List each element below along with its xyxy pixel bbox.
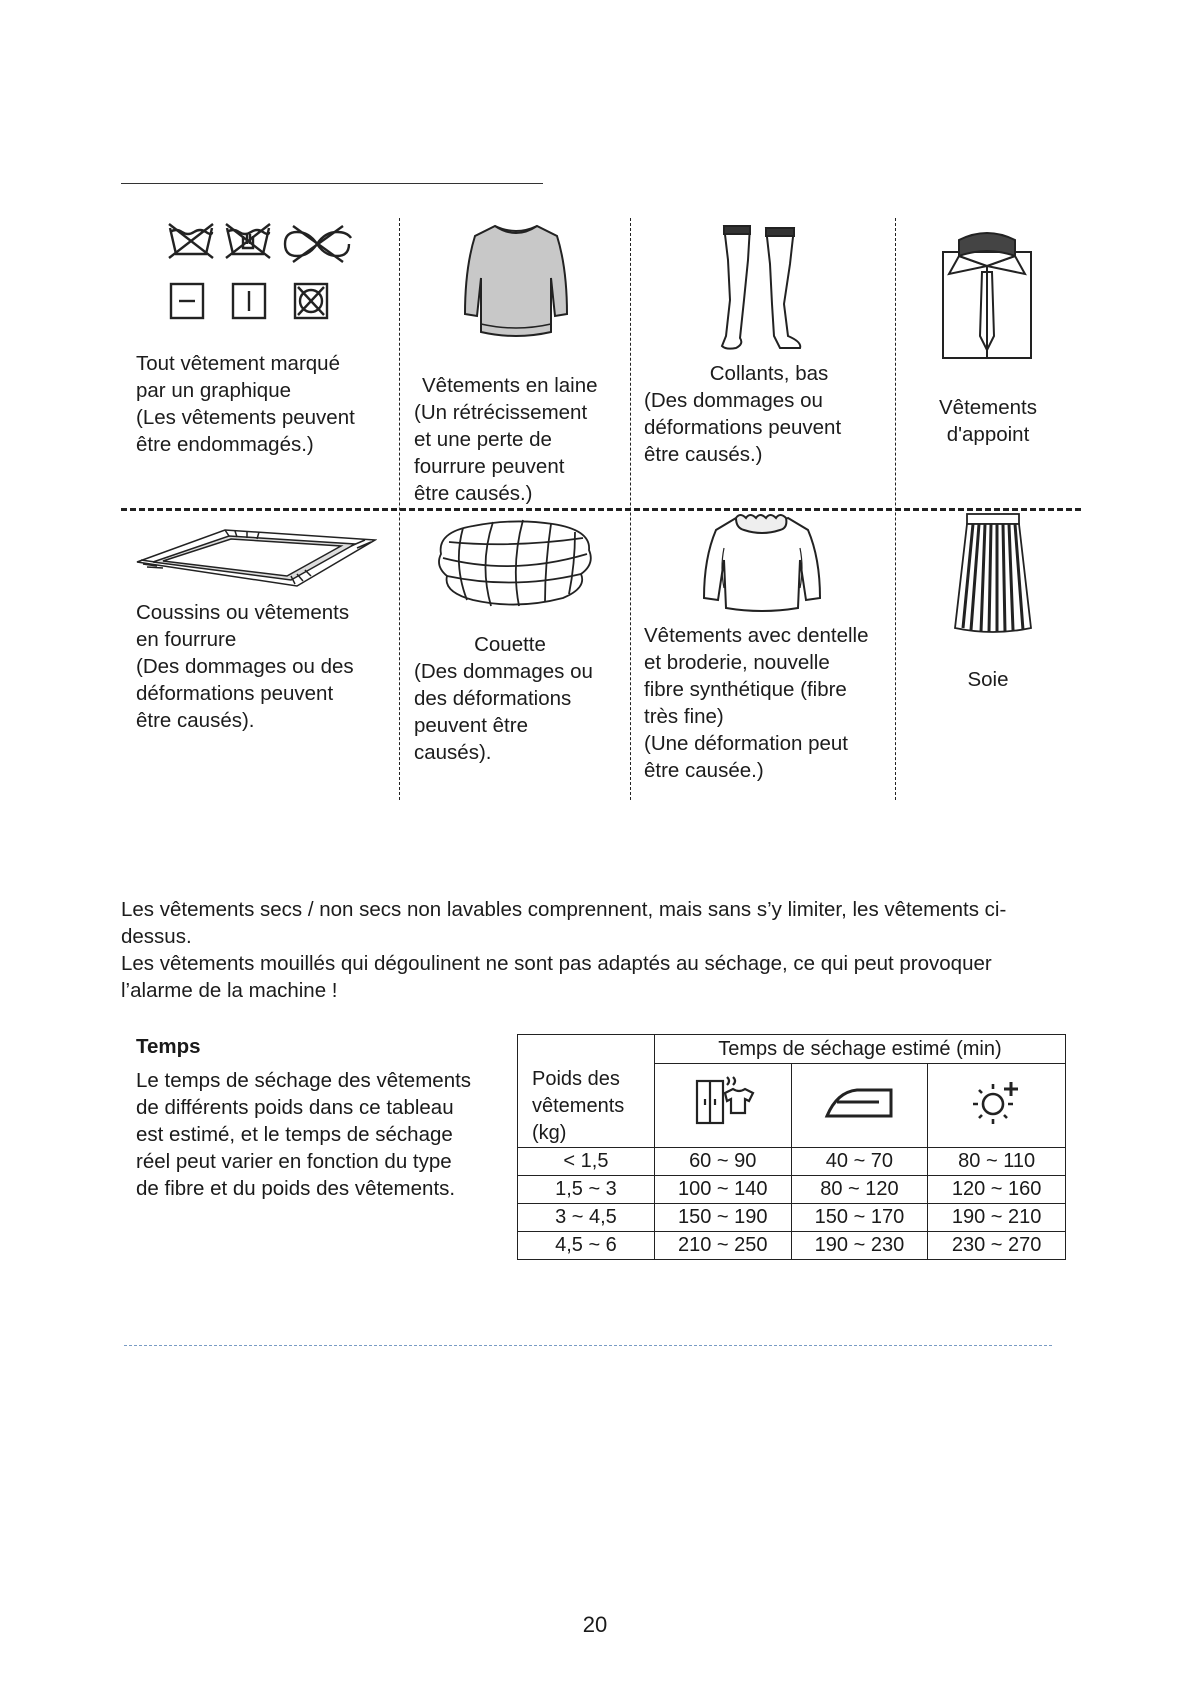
table-header: Temps de séchage estimé (min): [654, 1035, 1065, 1064]
item-text-line: Coussins ou vêtements: [136, 601, 350, 624]
item-marked-garments: [121, 218, 399, 508]
temps-line: réel peut varier en fonction du type: [136, 1150, 452, 1173]
item-silk: [895, 508, 1081, 800]
item-text-line: d'appoint: [946, 423, 1030, 446]
item-text-line: être causés.): [414, 482, 533, 505]
item-text-line: et une perte de: [414, 428, 552, 451]
item-text-line: des déformations: [414, 687, 572, 710]
temps-line: est estimé, et le temps de séchage: [136, 1123, 453, 1146]
weight-label-line: (kg): [532, 1121, 567, 1144]
temps-line: de fibre et du poids des vêtements.: [136, 1177, 456, 1200]
dress-shirt-icon: [939, 226, 1035, 362]
item-text-line: être causés.): [644, 443, 763, 466]
mode-cell: [791, 1064, 928, 1148]
item-text-line: (Une déformation peut: [644, 732, 848, 755]
table-row: [518, 1175, 1066, 1203]
weight-label-line: vêtements: [532, 1094, 625, 1117]
time-cell: 40 ~ 70: [791, 1147, 928, 1175]
time-cell: 190 ~ 210: [928, 1203, 1066, 1231]
note-line: Les vêtements secs / non secs non lavables comprennent, mais sans s’y limiter, les vêtements ci-: [121, 898, 1007, 921]
stockings-icon: [710, 220, 820, 356]
weight-cell: 3 ~ 4,5: [518, 1203, 655, 1231]
item-text-line: être causée.): [644, 759, 764, 782]
time-cell: 80 ~ 110: [928, 1147, 1066, 1175]
time-cell: 100 ~ 140: [654, 1175, 791, 1203]
care-symbols-icon: [167, 220, 367, 324]
restricted-items-grid: [121, 218, 1081, 800]
table-row: [518, 1231, 1066, 1259]
time-cell: 80 ~ 120: [791, 1175, 928, 1203]
pleated-skirt-icon: [953, 512, 1033, 636]
item-text-line: Vêtements: [939, 396, 1037, 419]
lace-blouse-icon: [700, 508, 824, 612]
section-divider: [124, 1345, 1052, 1346]
notes-paragraph: [121, 896, 1041, 1004]
item-text-line: déformations peuvent: [136, 682, 334, 705]
item-text-line: Vêtements avec dentelle: [644, 624, 869, 647]
wardrobe-drying-icon: [691, 1075, 755, 1129]
item-lace-synthetic: [630, 508, 895, 800]
iron-icon: [823, 1082, 895, 1122]
time-cell: 210 ~ 250: [654, 1231, 791, 1259]
item-text-line: (Des dommages ou des: [136, 655, 354, 678]
item-text-line: (Des dommages ou: [644, 389, 823, 412]
item-text-line: fourrure peuvent: [414, 455, 565, 478]
time-cell: 150 ~ 190: [654, 1203, 791, 1231]
item-text-line: en fourrure: [136, 628, 237, 651]
weight-cell: 4,5 ~ 6: [518, 1231, 655, 1259]
table-row: [518, 1147, 1066, 1175]
time-cell: 150 ~ 170: [791, 1203, 928, 1231]
note-line: l’alarme de la machine !: [121, 979, 338, 1002]
item-text-line: Soie: [967, 668, 1009, 691]
temps-heading: Temps: [136, 1035, 201, 1058]
weight-label: [518, 1064, 655, 1148]
note-line: Les vêtements mouillés qui dégoulinent ne sont pas adaptés au séchage, ce qui peut provoquer: [121, 952, 992, 975]
duvet-icon: [433, 514, 595, 610]
item-text-line: fibre synthétique (fibre: [644, 678, 847, 701]
table-corner: [518, 1035, 655, 1064]
mode-cell: [654, 1064, 791, 1148]
sweater-icon: [461, 218, 571, 344]
item-text-line: être endommagés.): [136, 433, 314, 456]
item-duvet: [399, 508, 630, 800]
item-text-line: peuvent être: [414, 714, 528, 737]
fur-rug-icon: [135, 526, 377, 590]
time-cell: 230 ~ 270: [928, 1231, 1066, 1259]
item-text-line: et broderie, nouvelle: [644, 651, 830, 674]
temps-line: Le temps de séchage des vêtements: [136, 1069, 472, 1092]
section-title-rule: [121, 183, 543, 184]
table-row: [518, 1203, 1066, 1231]
weight-label-line: Poids des: [532, 1067, 620, 1090]
item-text-line: causés).: [414, 741, 492, 764]
item-text-line: Couette: [474, 633, 546, 656]
item-delicate-garments: [895, 218, 1081, 508]
item-cushions-fur: [121, 508, 399, 800]
item-text-line: par un graphique: [136, 379, 292, 402]
item-text-line: (Un rétrécissement: [414, 401, 588, 424]
weight-cell: < 1,5: [518, 1147, 655, 1175]
item-text-line: déformations peuvent: [644, 416, 842, 439]
item-text-line: (Des dommages ou: [414, 660, 593, 683]
item-wool-garments: [399, 218, 630, 508]
time-cell: 60 ~ 90: [654, 1147, 791, 1175]
temps-line: de différents poids dans ce tableau: [136, 1096, 454, 1119]
note-line: dessus.: [121, 925, 192, 948]
item-text-line: (Les vêtements peuvent: [136, 406, 355, 429]
mode-cell: [928, 1064, 1066, 1148]
temps-description: [136, 1067, 496, 1202]
item-text-line: être causés).: [136, 709, 255, 732]
item-text-line: Tout vêtement marqué: [136, 352, 340, 375]
page-number: 20: [582, 1612, 608, 1637]
item-text-line: Vêtements en laine: [422, 374, 598, 397]
item-tights: [630, 218, 895, 508]
weight-cell: 1,5 ~ 3: [518, 1175, 655, 1203]
time-cell: 120 ~ 160: [928, 1175, 1066, 1203]
drying-time-table: [517, 1034, 1066, 1260]
time-cell: 190 ~ 230: [791, 1231, 928, 1259]
item-text-line: Collants, bas: [709, 362, 829, 385]
item-text-line: très fine): [644, 705, 724, 728]
sun-icon: [965, 1072, 1029, 1132]
